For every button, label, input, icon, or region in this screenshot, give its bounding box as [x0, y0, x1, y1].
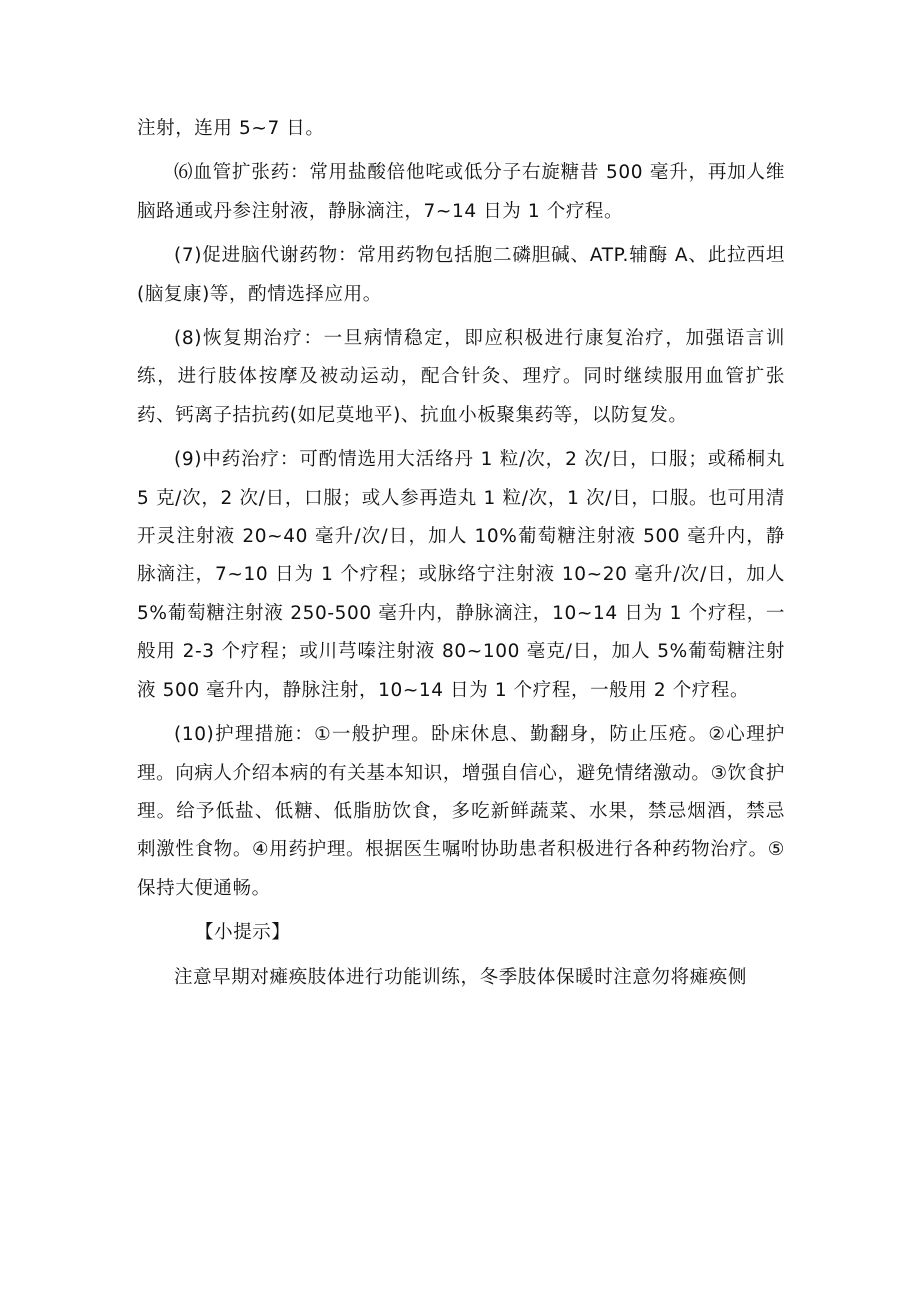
paragraph-continuation: 注射，连用 5~7 日。	[137, 118, 325, 139]
paragraph-vasodilators: ⑹血管扩张药：常用盐酸倍他咤或低分子右旋糖昔 500 毫升，再加人维脑路通或丹参注射液，静脉滴注，7~14 日为 1 个疗程。	[137, 162, 785, 222]
tip-heading: 【小提示】	[195, 922, 291, 944]
paragraph-recovery-treatment: (8)恢复期治疗：一旦病情稳定，即应积极进行康复治疗，加强语言训练，进行肢体按摩及被动运动，配合针灸、理疗。同时继续服用血管扩张药、钙离子拮抗药(如尼莫地平)、抗血小板聚集药等，以防复发。	[137, 328, 785, 426]
paragraph-nursing-measures: (10)护理措施：①一般护理。卧床休息、勤翻身，防止压疮。②心理护理。向病人介绍本病的有关基本知识，增强自信心，避免情绪激动。③饮食护理。给予低盐、低糖、低脂肪饮食，多吃新鲜蔬菜、水果，禁忌烟酒，禁忌刺激性食物。④用药护理。根据医生嘱咐协助患者积极进行各种药物治疗。⑤保持大便通畅。	[137, 724, 785, 899]
paragraph-brain-metabolism-drugs: (7)促进脑代谢药物：常用药物包括胞二磷胆碱、ATP.辅酶 A、此拉西坦(脑复康)等，酌情选择应用。	[137, 245, 785, 305]
paragraph-tip-text: 注意早期对瘫痪肢体进行功能训练，冬季肢体保暖时注意勿将瘫痪侧	[174, 966, 748, 988]
document-page	[137, 110, 785, 1003]
paragraph-chinese-medicine: (9)中药治疗：可酌情选用大活络丹 1 粒/次，2 次/日，口服；或稀桐丸 5 克/次，2 次/日，口服；或人参再造丸 1 粒/次，1 次/日，口服。也可用清开灵注射液 20~40 毫升/次/日，加人 10%葡萄糖注射液 500 毫升内，静脉滴注，7~10 日为 1 个疗程；或脉络宁注射液 10~20 毫升/次/日，加人 5%葡萄糖注射液 250-500 毫升内，静脉滴注，10~14 日为 1 个疗程，一般用 2-3 个疗程；或川芎嗪注射液 80~100 毫克/日，加人 5%葡萄糖注射液 500 毫升内，静脉注射，10~14 日为 1 个疗程，一般用 2 个疗程。	[137, 449, 785, 701]
